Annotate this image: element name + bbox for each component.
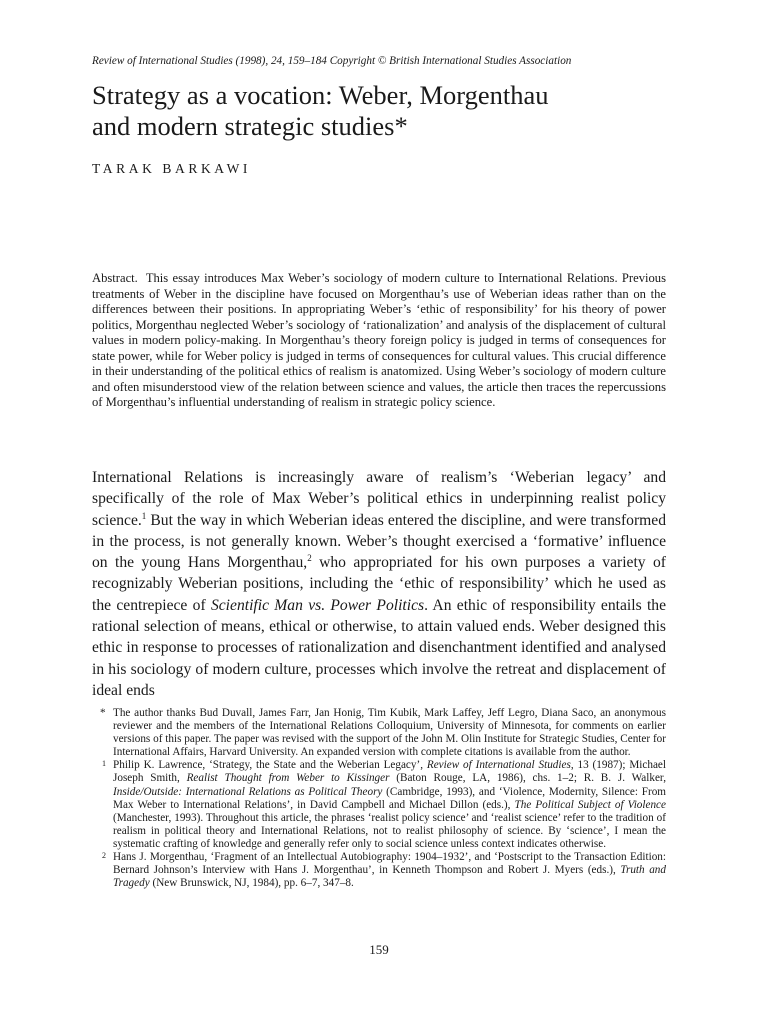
footnotes xyxy=(92,707,666,890)
cited-title: Inside/Outside: International Relations as Political Theory xyxy=(113,785,383,798)
body-text xyxy=(92,467,666,701)
footnote-text: The author thanks Bud Duvall, James Farr, Jan Honig, Tim Kubik, Mark Laffey, Jeff Legro, Diana Saco, an anonymous reviewer and the members of the International Relations Colloquium, University of Minnesota, for comments on earlier versions of this paper. The paper was revised with the support of the John M. Olin Institute for Strategic Studies, Center for International Affairs, Harvard University. An expanded version with complete citations is available from the author. xyxy=(113,707,666,759)
footnote-1 xyxy=(92,759,666,851)
footnote-mark: * xyxy=(100,707,106,719)
journal-citation: Review of International Studies (1998), 24, 159–184 Copyright © British International Studies Association xyxy=(92,55,572,67)
cited-title: Truth and Tragedy xyxy=(113,864,666,890)
page-number: 159 xyxy=(369,942,389,957)
author-name: TARAK BARKAWI xyxy=(92,161,252,176)
footnote-ref-2: 2 xyxy=(307,553,312,563)
footnote-ref-1: 1 xyxy=(141,510,147,521)
book-title: Scientific Man vs. Power Politics xyxy=(210,596,425,614)
footnote-text: Philip K. Lawrence, ‘Strategy, the State and the Weberian Legacy’, xyxy=(113,759,427,772)
footnote-text: (Manchester, 1993). Throughout this article, the phrases ‘realist policy science’ and ‘realist science’ refer to the tradition of realism in political theory and International Relations, not to realist philosophy of science. By ‘science’, I mean the systematic crafting of knowledge and generally refer only to social science unless context indicates otherwise. xyxy=(113,811,666,850)
abstract-label: Abstract. xyxy=(92,271,138,285)
body-text-segment: . An ethic of responsibility entails the rational selection of means, ethical or otherwise, to attain valued ends. Weber designed this ethic in response to processes of rationalization and disenchantment identified and analysed in his sociology of modern culture, processes which involve the retreat and displacement of ideal ends xyxy=(92,596,666,699)
body-text-segment: who appropriated for his own purposes a variety of recognizably Weberian positions, including the ‘ethic of responsibility’ which he used as the centrepiece of xyxy=(92,554,666,614)
footnote-text: (Cambridge, 1993), and ‘Violence, Modernity, Silence: From Max Weber to International Relations’, in David Campbell and Michael Dillon (eds.), xyxy=(113,785,666,811)
footnote-2 xyxy=(92,851,666,890)
footnote-text: Hans J. Morgenthau, ‘Fragment of an Intellectual Autobiography: 1904–1932’, and ‘Postscript to the Transaction Edition: Bernard Johnson’s Interview with Hans J. Morgenthau’, in Kenneth Thompson and Robert J. Myers (eds.), xyxy=(113,851,666,877)
abstract-text: This essay introduces Max Weber’s sociology of modern culture to International Relations. Previous treatments of Weber in the discipline have focused on Morgenthau’s use of Weberian ideas rather than on the differences between their positions. In appropriating Weber’s ‘ethic of responsibility’ for his theory of power politics, Morgenthau neglected Weber’s sociology of ‘rationalization’ and analysis of the displacement of cultural values in modern policy-making. In Morgenthau’s theory foreign policy is judged in terms of consequences for state power, while for Weber policy is judged in terms of consequences for cultural values. This crucial difference in their understanding of the political ethics of realism is anatomized. Using Weber’s sociology of modern culture and often misunderstood view of the relation between science and values, the article then traces the repercussions of Morgenthau’s influential understanding of realism in strategic policy science. xyxy=(92,271,666,409)
footnote-mark: 2 xyxy=(102,851,106,861)
article-title xyxy=(92,80,666,142)
footnote-text: , 13 (1987); Michael Joseph Smith, xyxy=(113,759,666,785)
cited-title: Realist Thought from Weber to Kissinger xyxy=(186,772,390,785)
body-text-segment: But the way in which Weberian ideas entered the discipline, and were transformed in the process, is not generally known. Weber’s thought exercised a ‘formative’ influence on the young Hans Morgenthau, xyxy=(92,511,666,572)
title-line-2: and modern strategic studies* xyxy=(92,111,408,141)
footnote-text: (Baton Rouge, LA, 1986), chs. 1–2; R. B. J. Walker, xyxy=(389,772,666,785)
cited-title: The Political Subject of Violence xyxy=(514,798,666,811)
footnote-text: (New Brunswick, NJ, 1984), pp. 6–7, 347–8. xyxy=(149,877,354,890)
footnote-star xyxy=(92,707,666,759)
abstract xyxy=(92,271,666,411)
title-line-1: Strategy as a vocation: Weber, Morgenthau xyxy=(92,80,549,110)
body-text-segment: International Relations is increasingly aware of realism’s ‘Weberian legacy’ and specifically of the role of Max Weber’s political ethics in underpinning realist policy science. xyxy=(92,469,666,529)
footnote-mark: 1 xyxy=(102,759,106,769)
body-paragraph xyxy=(92,467,666,701)
cited-title: Review of International Studies xyxy=(426,759,571,772)
